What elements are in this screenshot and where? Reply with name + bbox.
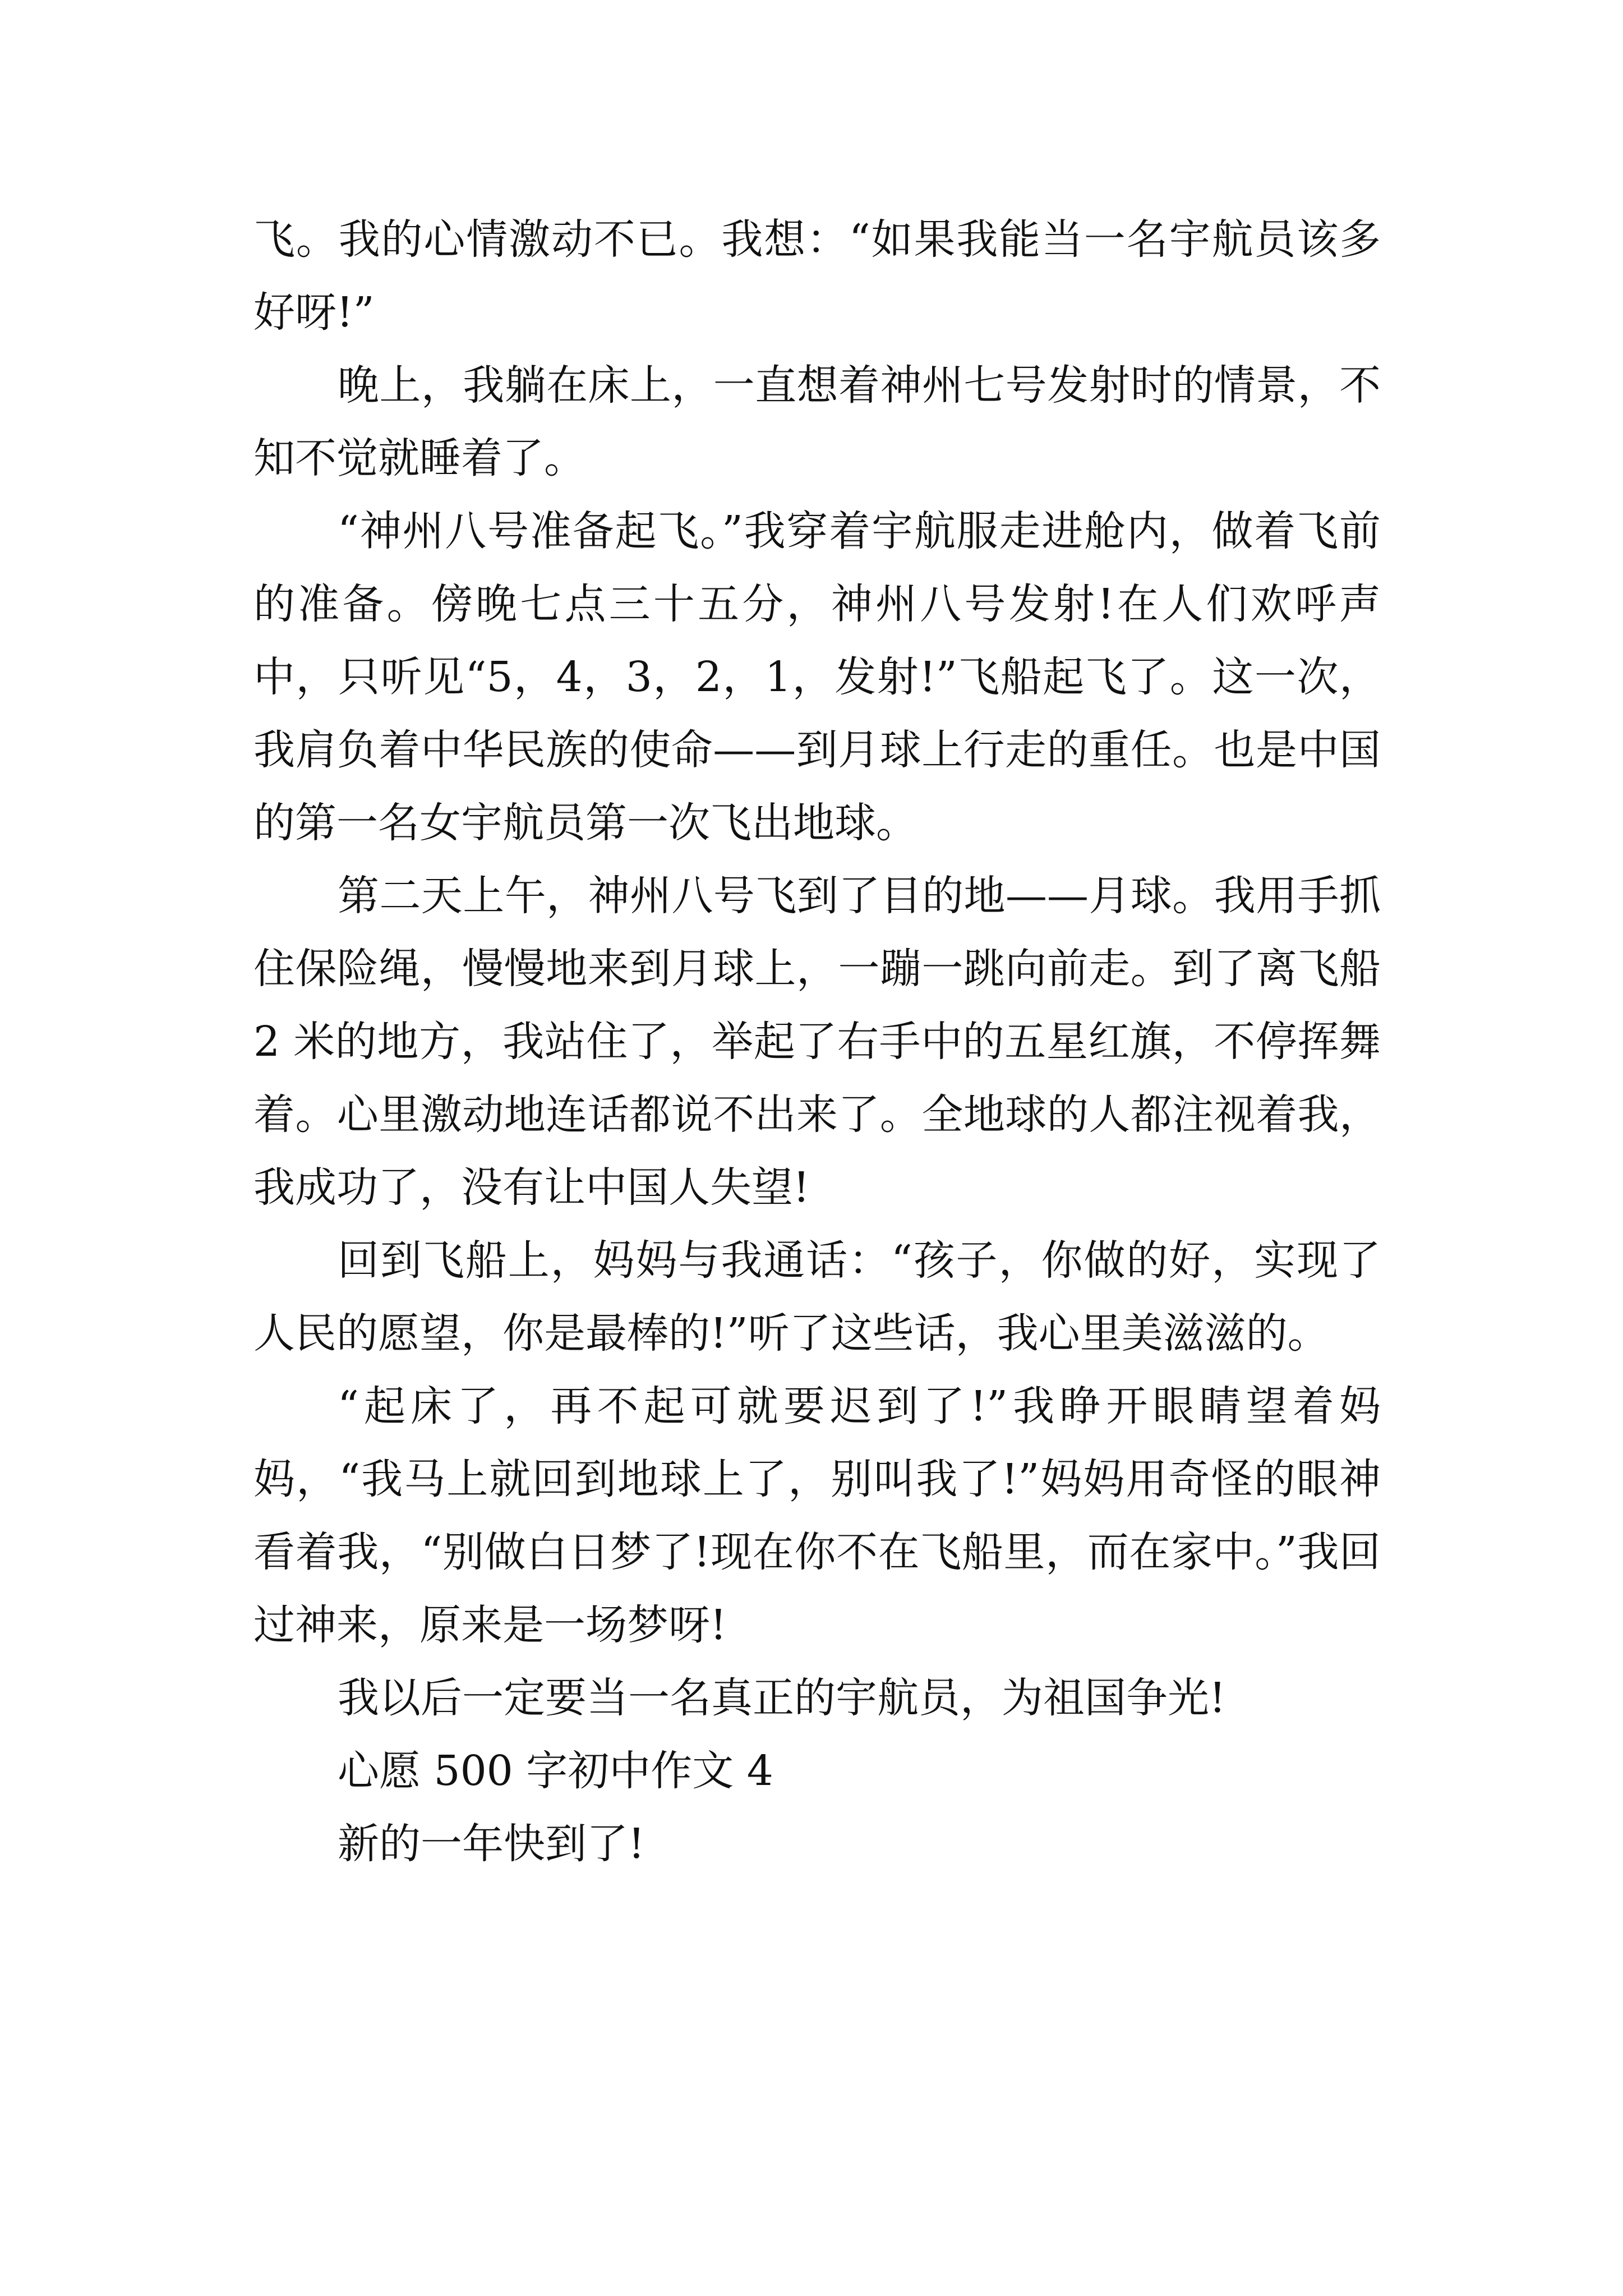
paragraph: “神州八号准备起飞。”我穿着宇航服走进舱内，做着飞前的准备。傍晚七点三十五分，神州八号发射!在人们欢呼声中，只听见“5，4，3，2，1，发射!”飞船起飞了。这一次，我肩负着中华民族的使命——到月球上行走的重任。也是中国的第一名女宇航员第一次飞出地球。 bbox=[253, 507, 1381, 847]
paragraph: 飞。我的心情激动不已。我想：“如果我能当一名宇航员该多好呀!” bbox=[253, 215, 1381, 337]
paragraph: 回到飞船上，妈妈与我通话：“孩子，你做的好，实现了人民的愿望，你是最棒的!”听了这些话，我心里美滋滋的。 bbox=[253, 1236, 1381, 1358]
paragraph: “起床了，再不起可就要迟到了!”我睁开眼睛望着妈妈，“我马上就回到地球上了，别叫我了!”妈妈用奇怪的眼神看着我，“别做白日梦了!现在你不在飞船里，而在家中。”我回过神来，原来是一场梦呀! bbox=[253, 1382, 1381, 1649]
paragraph: 新的一年快到了! bbox=[338, 1820, 645, 1868]
paragraph: 第二天上午，神州八号飞到了目的地——月球。我用手抓住保险绳，慢慢地来到月球上，一蹦一跳向前走。到了离飞船 2 米的地方，我站住了，举起了右手中的五星红旗，不停挥舞着。心里激动地连话都说不出来了。全地球的人都注视着我，我成功了，没有让中国人失望! bbox=[253, 872, 1381, 1212]
paragraph: 我以后一定要当一名真正的宇航员，为祖国争光! bbox=[338, 1674, 1226, 1722]
paragraph: 晚上，我躺在床上，一直想着神州七号发射时的情景，不知不觉就睡着了。 bbox=[253, 361, 1381, 482]
essay-body bbox=[253, 203, 1381, 1880]
section-heading: 心愿 500 字初中作文 4 bbox=[338, 1747, 773, 1795]
